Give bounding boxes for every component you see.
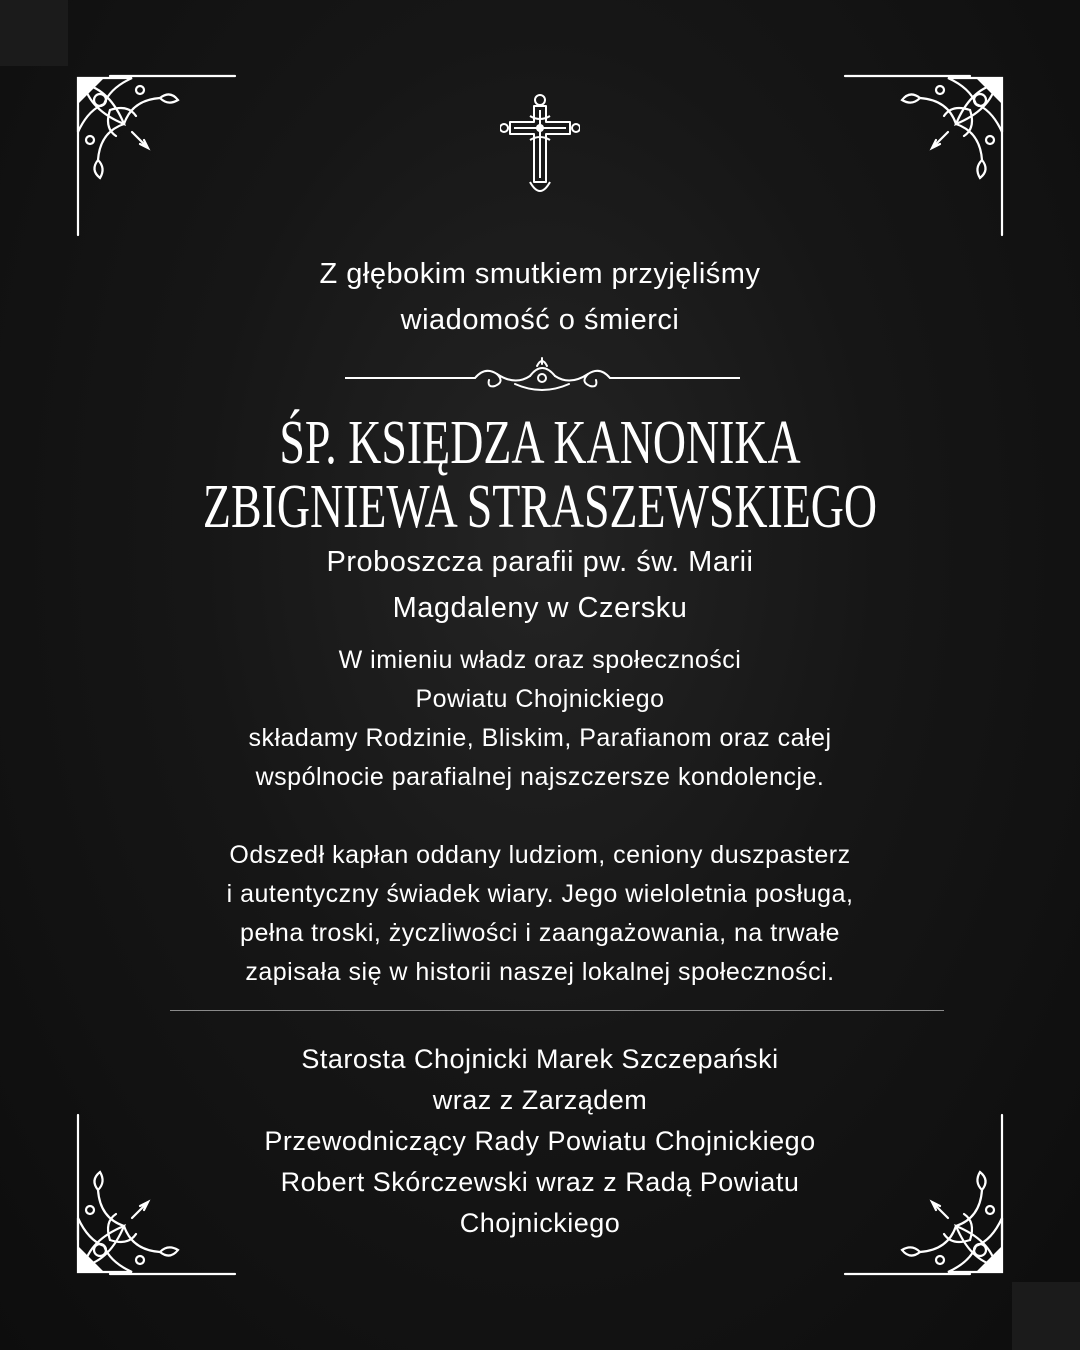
intro-line-2: wiadomość o śmierci [400,304,680,336]
role-line-1: Proboszcza parafii pw. św. Marii [326,546,754,578]
condolence-line-3: składamy Rodzinie, Bliskim, Parafianom oraz całej [248,724,832,752]
role-line-2: Magdaleny w Czersku [392,592,688,624]
signatory-line-4: Robert Skórczewski wraz z Radą Powiatu [280,1167,800,1197]
tribute-line-2: i autentyczny świadek wiary. Jego wieloletnia posługa, [226,880,854,908]
corner-shade-bottom-right [1012,1282,1080,1350]
deceased-name-line-1: ŚP. KSIĘDZA KANONIKA [279,409,801,477]
corner-shade-top-left [0,0,68,66]
signatory-line-5: Chojnickiego [459,1208,621,1238]
corner-ornament-bottom-right-icon [770,1040,1010,1280]
scroll-divider-icon [345,356,740,396]
deceased-name-line-2: ZBIGNIEWA STRASZEWSKIEGO [202,473,878,541]
corner-ornament-bottom-left-icon [70,1040,310,1280]
condolence-line-1: W imieniu władz oraz społeczności [338,646,742,674]
ornate-cross-icon [500,92,580,200]
signatory-line-3: Przewodniczący Rady Powiatu Chojnickiego [264,1126,816,1156]
condolence-line-2: Powiatu Chojnickiego [415,685,665,713]
signatory-line-2: wraz z Zarządem [432,1085,648,1115]
tribute-line-4: zapisała się w historii naszej lokalnej społeczności. [245,958,835,986]
tribute-line-3: pełna troski, życzliwości i zaangażowania, na trwałe [240,919,840,947]
section-divider [170,1010,944,1011]
signatory-line-1: Starosta Chojnicki Marek Szczepański [301,1044,779,1074]
intro-line-1: Z głębokim smutkiem przyjęliśmy [319,258,761,290]
condolence-line-4: wspólnocie parafialnej najszczersze kondolencje. [255,763,825,791]
tribute-line-1: Odszedł kapłan oddany ludziom, ceniony duszpasterz [229,841,851,869]
